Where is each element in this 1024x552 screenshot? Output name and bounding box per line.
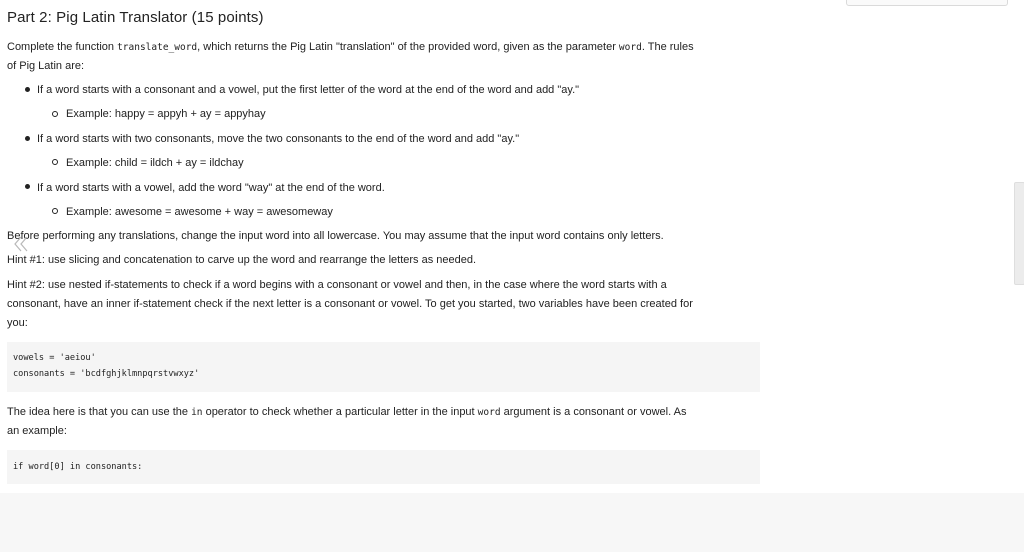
hint-2 xyxy=(7,276,759,333)
bullet-circle xyxy=(52,159,58,165)
bullet-disc xyxy=(25,136,30,141)
intro-paragraph xyxy=(7,38,759,76)
intro-code-param: word xyxy=(618,42,642,53)
idea-text-3: argument is a consonant or vowel. As xyxy=(500,406,687,418)
rule-example: Example: child = ildch + ay = ildchay xyxy=(66,157,244,169)
rule-item: If a word starts with two consonants, move the two consonants to the end of the word and add "ay." xyxy=(37,133,520,145)
code-line: consonants = 'bcdfghjklmnpqrstvwxyz' xyxy=(13,369,200,379)
rule-example: Example: awesome = awesome + way = awesomeway xyxy=(66,206,333,218)
bullet-circle xyxy=(52,208,58,214)
idea-text-2: operator to check whether a particular letter in the input xyxy=(202,406,478,418)
code-block-example xyxy=(7,450,760,484)
rule-example: Example: happy = appyh + ay = appyhay xyxy=(66,108,266,120)
rule-item: If a word starts with a vowel, add the word "way" at the end of the word. xyxy=(37,182,385,194)
bullet-disc xyxy=(25,184,30,189)
top-toolbar-widget[interactable] xyxy=(846,0,1008,6)
code-line: if word[0] in consonants: xyxy=(13,462,143,472)
page-title: Part 2: Pig Latin Translator (15 points) xyxy=(7,9,264,26)
lowercase-paragraph: Before performing any translations, change the input word into all lowercase. You may assume that the input word contains only letters. xyxy=(7,230,664,242)
idea-code-word: word xyxy=(477,407,501,418)
scrollbar-thumb[interactable] xyxy=(1014,182,1024,285)
code-line: vowels = 'aeiou' xyxy=(13,353,96,363)
hint-2-line-2: consonant, have an inner if-statement check if the next letter is a consonant or vowel. To get you started, two variables have been created for xyxy=(7,298,693,310)
hint-2-line-3: you: xyxy=(7,317,28,329)
code-block-variables xyxy=(7,342,760,392)
idea-paragraph xyxy=(7,403,759,441)
idea-code-in: in xyxy=(191,407,203,418)
intro-text-2: , which returns the Pig Latin "translation" of the provided word, given as the parameter xyxy=(197,41,619,53)
intro-code-function: translate_word xyxy=(117,42,198,53)
hint-1: Hint #1: use slicing and concatenation to carve up the word and rearrange the letters as needed. xyxy=(7,254,477,266)
intro-text-1: Complete the function xyxy=(7,41,118,53)
hint-2-line-1: Hint #2: use nested if-statements to check if a word begins with a consonant or vowel and then, in the case where the word starts with a xyxy=(7,279,667,291)
idea-text-line2: an example: xyxy=(7,425,67,437)
bullet-disc xyxy=(25,87,30,92)
intro-text-line2: of Pig Latin are: xyxy=(7,60,85,72)
intro-text-3: . The rules xyxy=(641,41,694,53)
footer-area xyxy=(0,493,1024,552)
idea-text-1: The idea here is that you can use the xyxy=(7,406,192,418)
bullet-circle xyxy=(52,111,58,117)
rule-item: If a word starts with a consonant and a vowel, put the first letter of the word at the end of the word and add "ay." xyxy=(37,84,580,96)
